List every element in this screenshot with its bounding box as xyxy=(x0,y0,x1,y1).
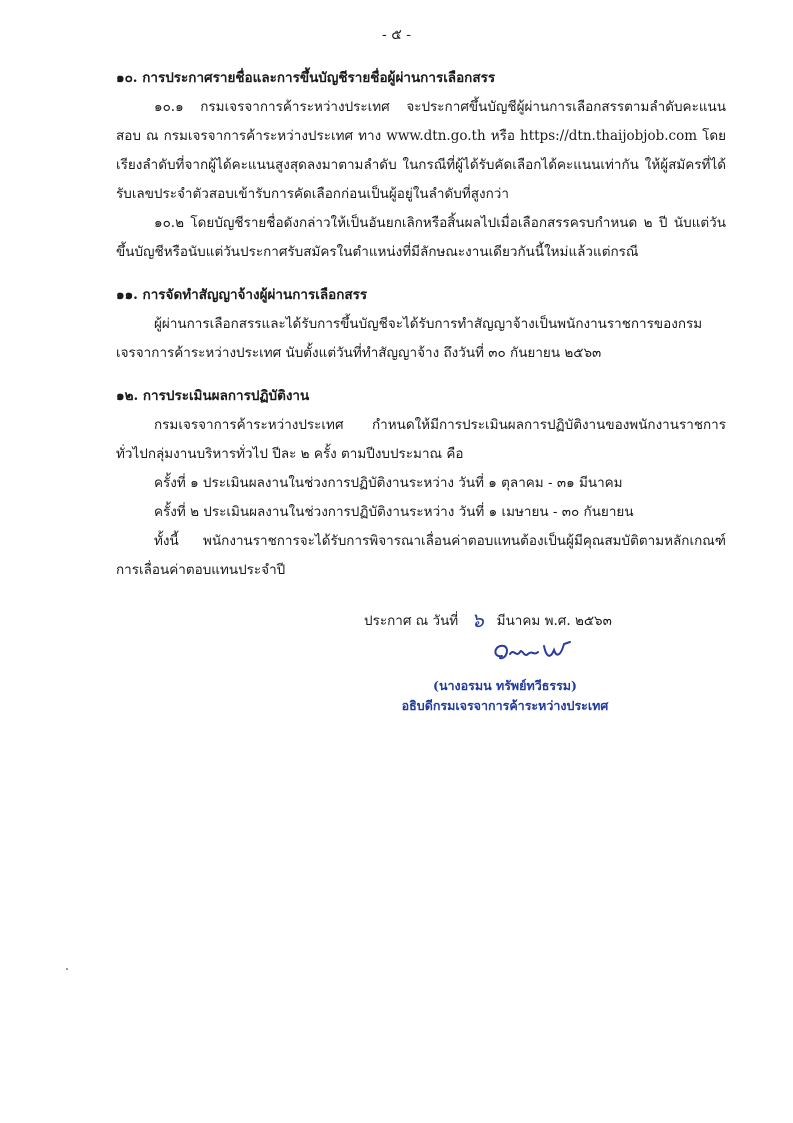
page-number: - ๕ - xyxy=(382,27,411,43)
section-12-paragraph: กรมเจรจาการค้าระหว่างประเทศ กำหนดให้มีการประเมินผลการปฏิบัติงานของพนักงานราชการทั่วไปกลุ่มงานบริหารทั่วไป ปีละ ๒ ครั้ง ตามปีงบประมาณ คือ xyxy=(116,417,726,462)
section-11-heading: ๑๑. การจัดทำสัญญาจ้างผู้ผ่านการเลือกสรร xyxy=(116,287,368,303)
document-body xyxy=(116,64,726,585)
signatory-name: (นางอรมน ทรัพย์ทวีธรรม) xyxy=(433,678,577,693)
handwritten-signature xyxy=(488,636,578,670)
section-12-note: ทั้งนี้ พนักงานราชการจะได้รับการพิจารณาเลื่อนค่าตอบแทนต้องเป็นผู้มีคุณสมบัติตามหลักเกณฑ์การเลื่อนค่าตอบแทนประจำปี xyxy=(116,533,726,578)
announce-suffix: มีนาคม พ.ศ. ๒๕๖๓ xyxy=(496,613,612,629)
section-12-round-1: ครั้งที่ ๑ ประเมินผลงานในช่วงการปฏิบัติงานระหว่าง วันที่ ๑ ตุลาคม - ๓๑ มีนาคม xyxy=(154,475,623,491)
announcement-date xyxy=(364,604,612,636)
signatory-title: อธิบดีกรมเจรจาการค้าระหว่างประเทศ xyxy=(401,698,609,713)
section-10-2-paragraph: ๑๐.๒ โดยบัญชีรายชื่อดังกล่าวให้เป็นอันยกเลิกหรือสิ้นผลไปเมื่อเลือกสรรครบกำหนด ๒ ปี นับแต่วันขึ้นบัญชีหรือนับแต่วันประกาศรับสมัครในตำแหน่งที่มีลักษณะงานเดียวกันนี้ใหม่แล้วแต่กรณี xyxy=(116,215,726,260)
section-12-round-2: ครั้งที่ ๒ ประเมินผลงานในช่วงการปฏิบัติงานระหว่าง วันที่ ๑ เมษายน - ๓๐ กันยายน xyxy=(154,504,634,520)
section-10-heading: ๑๐. การประกาศรายชื่อและการขึ้นบัญชีรายชื่อผู้ผ่านการเลือกสรร xyxy=(116,70,496,86)
announce-day: ๖ xyxy=(471,608,484,632)
section-10-1-paragraph: ๑๐.๑ กรมเจรจาการค้าระหว่างประเทศ จะประกาศขึ้นบัญชีผู้ผ่านการเลือกสรรตามลำดับคะแนนสอบ ณ กรมเจรจาการค้าระหว่างประเทศ ทาง www.dtn.go.th หรือ https://dtn.thaijobjob.com โดยเรียงลำดับที่จากผู้ได้คะแนนสูงสุดลงมาตามลำดับ ในกรณีที่ผู้ได้รับคัดเลือกได้คะแนนเท่ากัน ให้ผู้สมัครที่ได้รับเลขประจำตัวสอบเข้ารับการคัดเลือกก่อนเป็นผู้อยู่ในลำดับที่สูงกว่า xyxy=(116,99,726,202)
scan-speck xyxy=(66,968,68,970)
announce-prefix: ประกาศ ณ วันที่ xyxy=(364,613,459,629)
section-11-paragraph: ผู้ผ่านการเลือกสรรและได้รับการขึ้นบัญชีจะได้รับการทำสัญญาจ้างเป็นพนักงานราชการของกรมเจรจาการค้าระหว่างประเทศ นับตั้งแต่วันที่ทำสัญญาจ้าง ถึงวันที่ ๓๐ กันยายน ๒๕๖๓ xyxy=(116,316,703,361)
signatory-block xyxy=(378,676,632,716)
section-12-heading: ๑๒. การประเมินผลการปฏิบัติงาน xyxy=(116,388,310,404)
